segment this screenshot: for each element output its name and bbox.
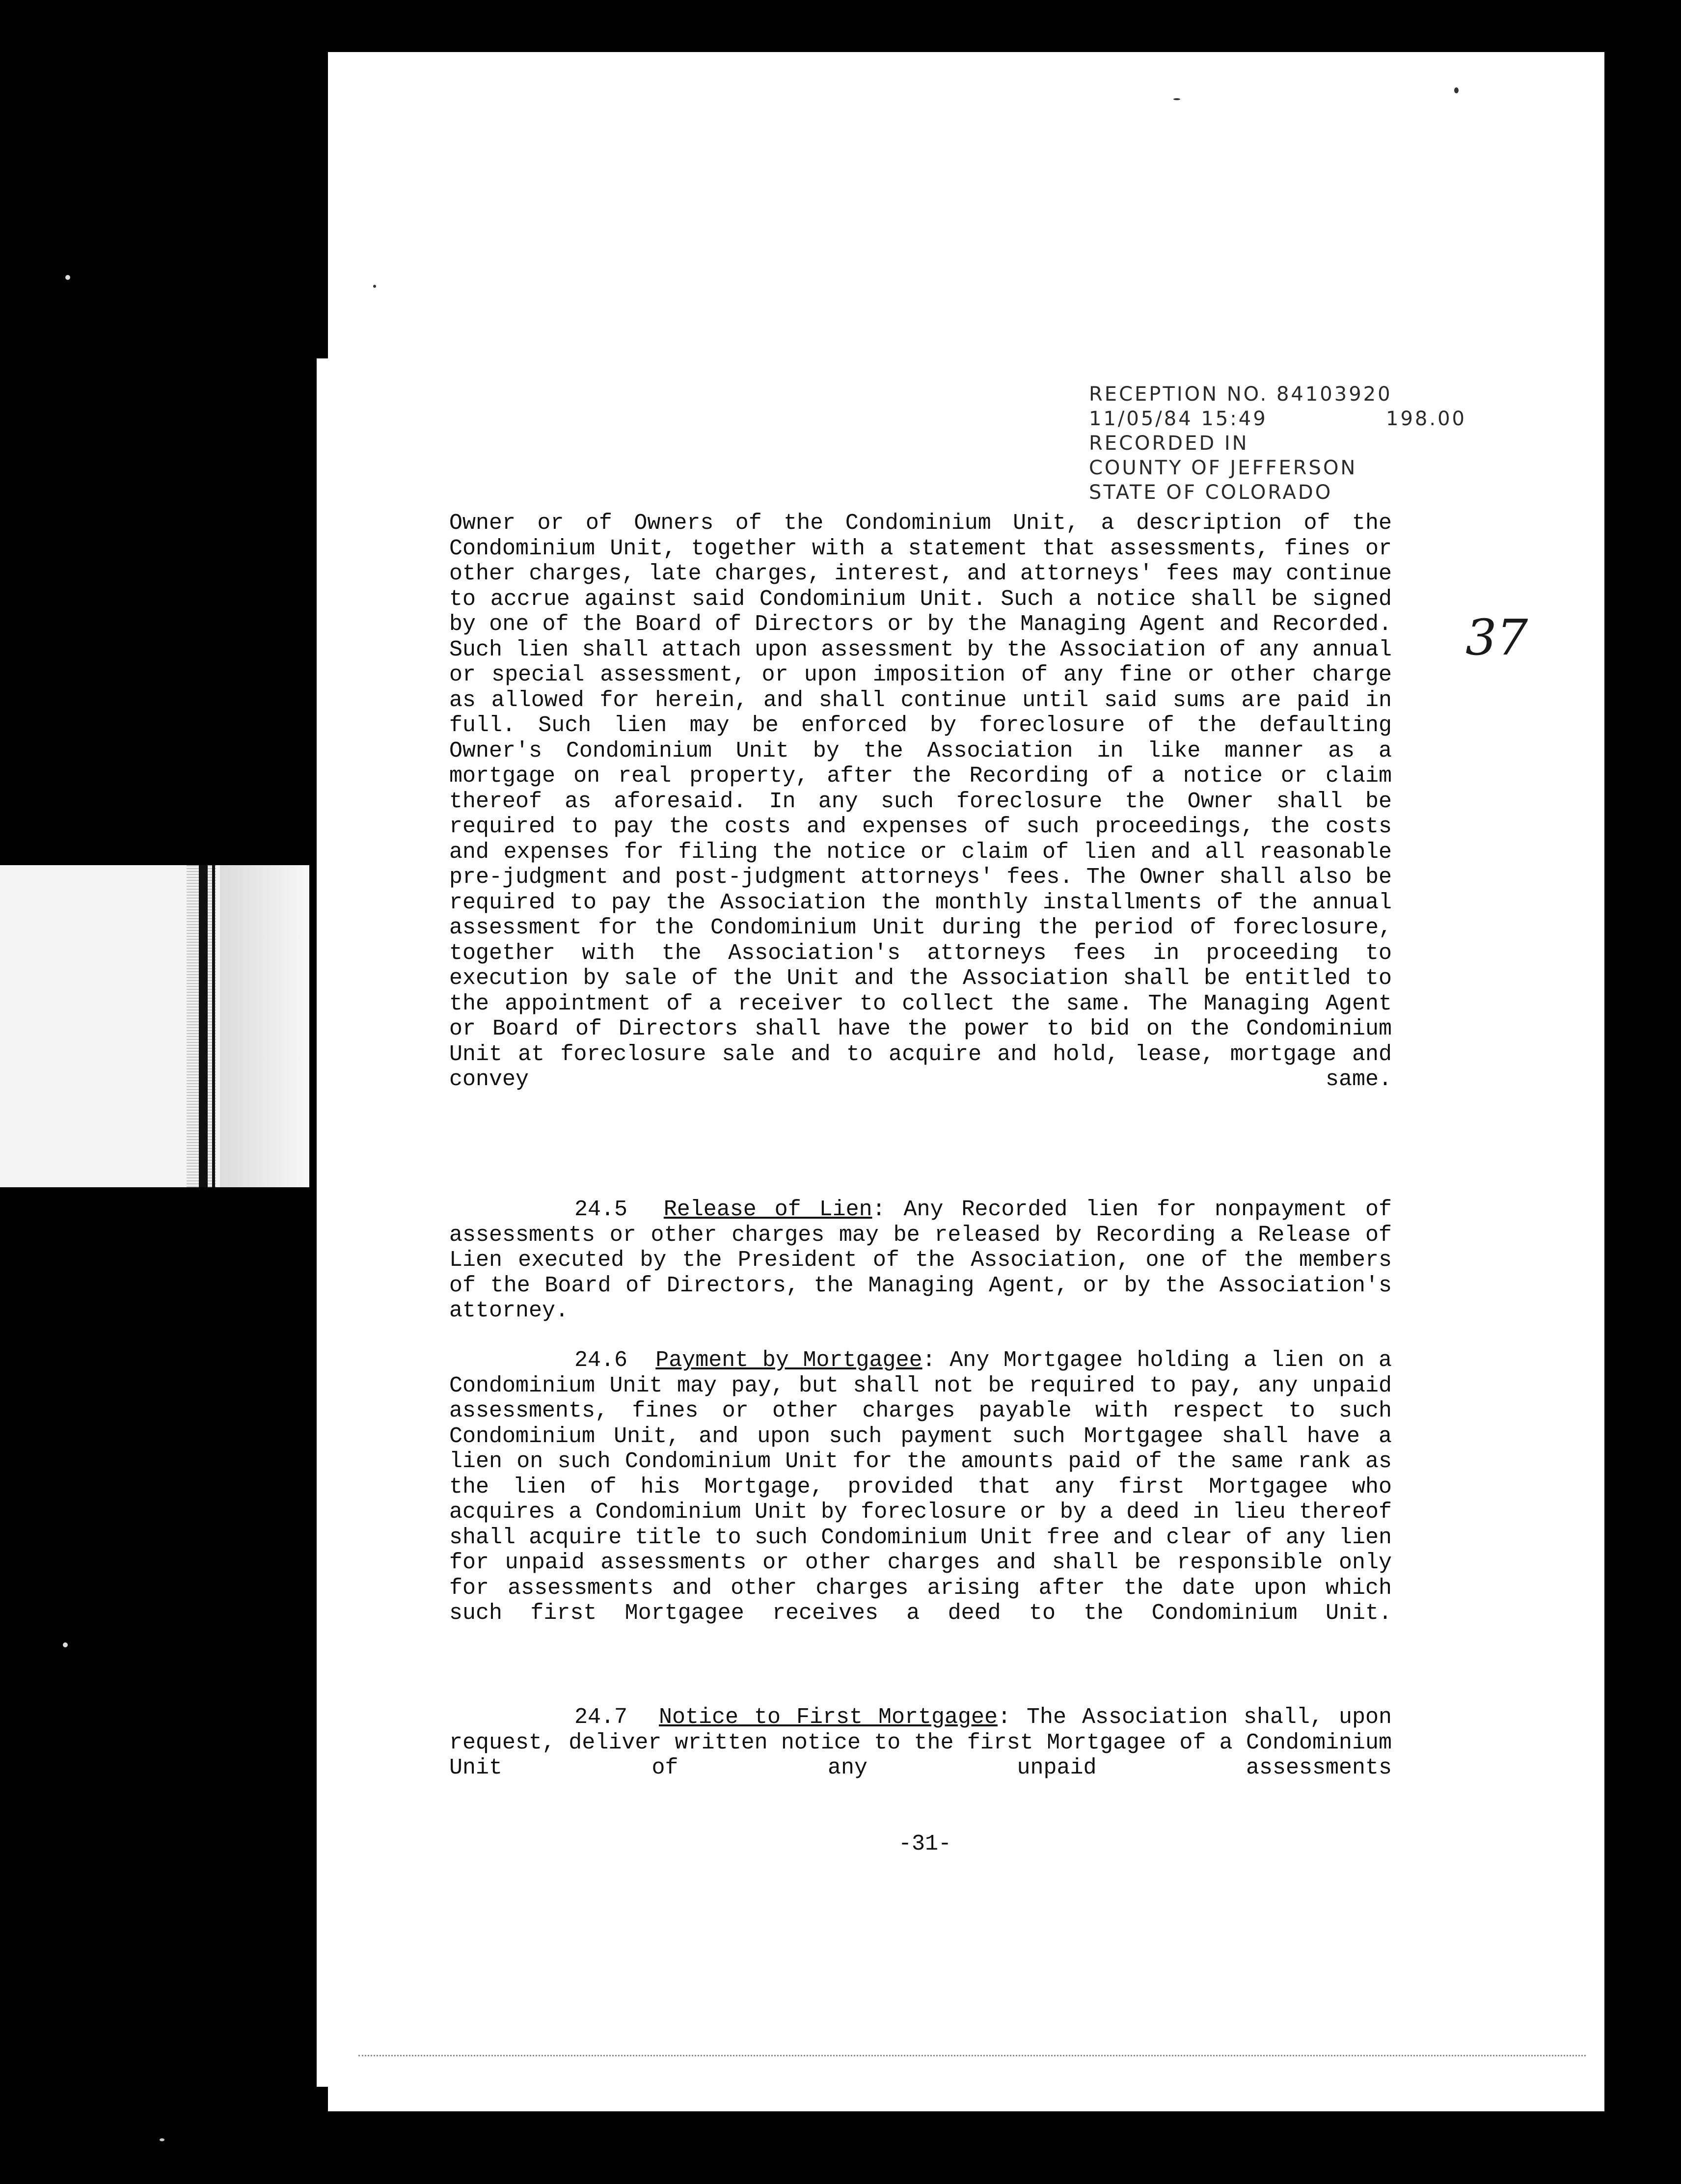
paragraph-continuation [449,511,1392,1092]
stamp-state: STATE OF COLORADO [1089,481,1333,504]
recording-stamp [1089,382,1466,505]
scan-grey-band [220,865,309,1187]
section-text: : The Association shall, upon request, deliver written notice to the first Mortgagee of a Condominium Unit of any unpaid assessments [449,1705,1392,1780]
paper-sheet-bottom [328,2082,1604,2111]
section-heading: Notice to First Mortgagee [658,1705,998,1730]
scan-speck [63,1642,68,1647]
section-24-5 [449,1197,1392,1324]
handwritten-margin-note: 37 [1465,609,1528,666]
stamp-recorded-in: RECORDED IN [1089,432,1249,455]
section-paragraph [449,1348,1392,1626]
section-number: 24.5 [574,1197,628,1222]
paragraph-text: Owner or of Owners of the Condominium Unit, a description of the Condominium Unit, together with a statement that assessments, fines or other charges, late charges, interest, and attorneys' fees may continue to accrue against said Condominium Unit. Such a notice shall be signed by one of the Board of Directors or by the Managing Agent and Recorded. Such lien shall attach upon assessment by the Association of any annual or special assessment, or upon imposition of any fine or other charge as allowed for herein, and shall continue until said sums are paid in full. Such lien may be enforced by foreclosure of the defaulting Owner's Condominium Unit by the Association in like manner as a mortgage on real property, after the Recording of a notice or claim thereof as aforesaid. In any such foreclosure the Owner shall be required to pay the costs and expenses of such proceedings, the costs and expenses for filing the notice or claim of lien and all reasonable pre-judgment and post-judgment attorneys' fees. The Owner shall also be required to pay the Association the monthly installments of the annual assessment for the Condominium Unit during the period of foreclosure, together with the Association's attorneys fees in proceeding to execution by sale of the Unit and the Association shall be entitled to the appointment of a receiver to collect the same. The Managing Agent or Board of Directors shall have the power to bid on the Condominium Unit at foreclosure sale and to acquire and hold, lease, mortgage and convey same. [449,511,1392,1092]
section-text: : Any Recorded lien for nonpayment of assessments or other charges may be released by Recording a Release of Lien executed by the President of the Association, one of the members of the Board of Directors, the Managing Agent, or by the Association's attorney. [449,1197,1392,1323]
section-24-7 [449,1705,1392,1781]
section-heading: Payment by Mortgagee [655,1348,922,1373]
stamp-amount: 198.00 [1386,408,1466,430]
scan-speck [1173,98,1180,100]
stamp-county: COUNTY OF JEFFERSON [1089,457,1357,479]
page-number: -31- [898,1831,952,1856]
section-text: : Any Mortgagee holding a lien on a Condominium Unit may pay, but shall not be required to pay, any unpaid assessments, fines or other charges payable with respect to such Condominium Unit, and upon such payment such Mortgagee shall have a lien on such Condominium Unit for the amounts paid of the same rank as the lien of his Mortgage, provided that any first Mortgagee who acquires a Condominium Unit by foreclosure or by a deed in lieu thereof shall acquire title to such Condominium Unit free and clear of any lien for unpaid assessments or other charges and shall be responsible only for assessments and other charges arising after the date upon which such first Mortgagee receives a deed to the Condominium Unit. [449,1348,1392,1626]
scan-speck [65,275,70,280]
scan-speck [1454,87,1459,93]
section-paragraph [449,1197,1392,1324]
section-paragraph [449,1705,1392,1781]
section-24-6 [449,1348,1392,1626]
stamp-reception-number: RECEPTION NO. 84103920 [1089,383,1392,406]
section-number: 24.6 [574,1348,628,1373]
section-number: 24.7 [574,1705,628,1730]
stamp-datetime: 11/05/84 15:49 [1089,408,1268,430]
scan-speck [160,2138,164,2141]
footer-rule [358,2055,1586,2056]
section-heading: Release of Lien [663,1197,872,1222]
scanned-strip-fragment [0,865,309,1187]
scan-bar [212,865,215,1187]
paper-sheet-top [328,52,1604,361]
scan-speck [373,285,376,288]
scan-bar [199,865,208,1187]
